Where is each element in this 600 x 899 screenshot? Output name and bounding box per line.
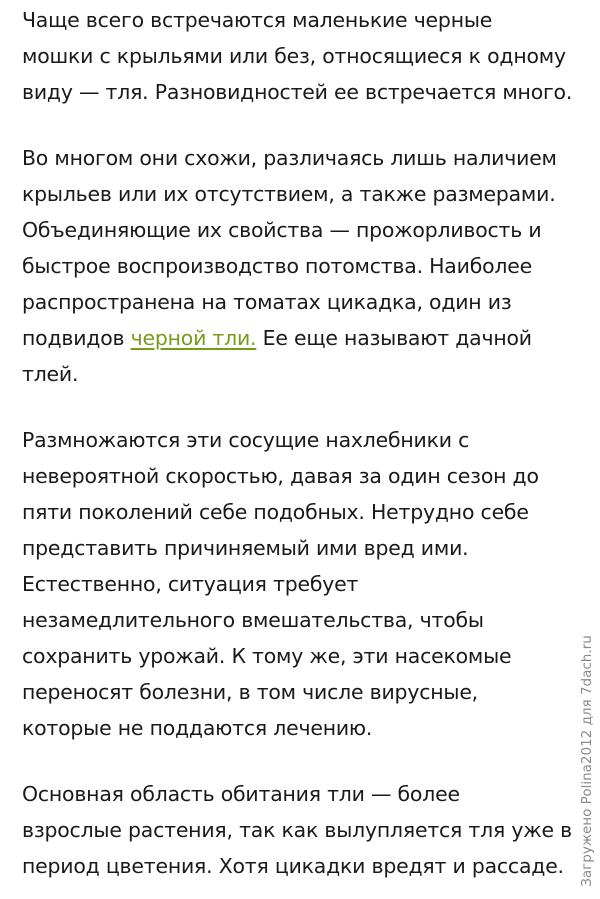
text-line: тлей.: [22, 362, 79, 386]
text-line: период цветения. Хотя цикадки вредят и рассаде.: [22, 854, 564, 878]
text-line: крыльев или их отсутствием, а также размерами.: [22, 182, 556, 206]
upload-watermark: [578, 626, 596, 896]
text-line: взрослые растения, так как вылупляется тля уже в: [22, 818, 572, 842]
text-line-with-link: [22, 320, 582, 356]
text-line: пяти поколений себе подобных. Нетрудно себе: [22, 500, 529, 524]
text-line: виду — тля. Разновидностей ее встречается много.: [22, 80, 573, 104]
text-line: мошки с крыльями или без, относящиеся к одному: [22, 44, 566, 68]
text-segment: Ее еще называют дачной: [256, 326, 532, 350]
text-line: распространена на томатах цикадка, один из: [22, 290, 512, 314]
paragraph-3: [22, 422, 582, 746]
text-line: переносят болезни, в том числе вирусные,: [22, 680, 478, 704]
text-line: незамедлительного вмешательства, чтобы: [22, 608, 484, 632]
text-line: Во многом они схожи, различаясь лишь наличием: [22, 146, 557, 170]
article-body: [22, 2, 582, 884]
text-line: быстрое воспроизводство потомства. Наиболее: [22, 254, 532, 278]
black-aphid-link[interactable]: черной тли.: [130, 326, 257, 350]
text-line: которые не поддаются лечению.: [22, 716, 373, 740]
text-line: представить причиняемый ими вред ими.: [22, 536, 469, 560]
text-line: Естественно, ситуация требует: [22, 572, 359, 596]
text-line: Чаще всего встречаются маленькие черные: [22, 8, 493, 32]
watermark-text: Загружено Polina2012 для 7dach.ru: [579, 635, 595, 887]
text-line: невероятной скоростью, давая за один сезон до: [22, 464, 539, 488]
paragraph-1: [22, 2, 582, 110]
paragraph-4: [22, 776, 582, 884]
text-segment: подвидов: [22, 326, 131, 350]
text-line: Размножаются эти сосущие нахлебники с: [22, 428, 470, 452]
text-line: Основная область обитания тли — более: [22, 782, 460, 806]
text-line: Объединяющие их свойства — прожорливость и: [22, 218, 542, 242]
paragraph-2: [22, 140, 582, 392]
text-line: сохранить урожай. К тому же, эти насекомые: [22, 644, 512, 668]
